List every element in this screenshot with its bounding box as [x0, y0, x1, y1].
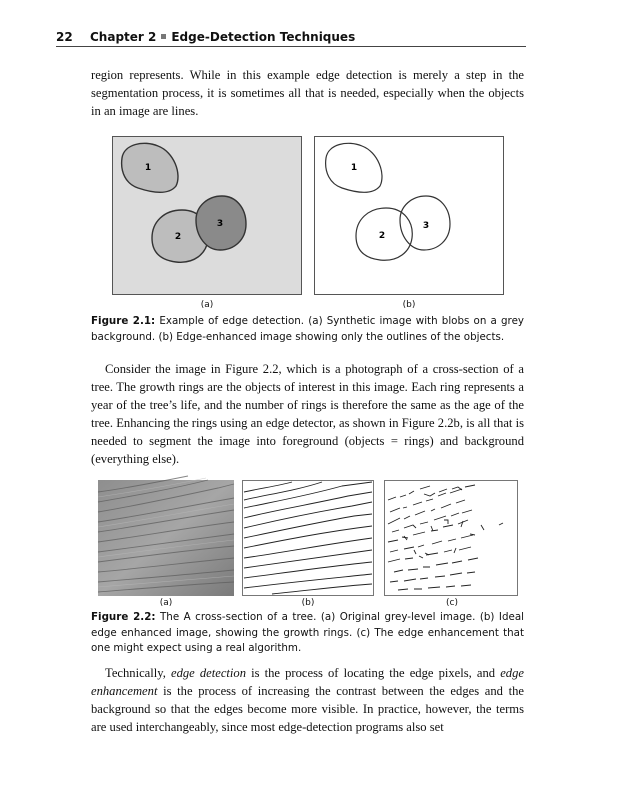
- running-header: [56, 30, 526, 47]
- figure-2-2-a: [98, 480, 234, 596]
- figure-2-2-c-label: (c): [446, 598, 458, 608]
- paragraph-bottom: [91, 664, 524, 736]
- figure-2-1-caption-label: Figure 2.1:: [91, 315, 156, 327]
- figure-2-2-caption-text: The A cross-section of a tree. (a) Original grey-level image. (b) Ideal edge enhanced image, showing the growth rings. (c) The edge enhancement that one might expect using a real algorithm.: [91, 611, 524, 654]
- chapter-label: Chapter 2: [90, 30, 157, 44]
- blob-label-3: 3: [216, 219, 224, 229]
- outline-label-2: 2: [378, 231, 386, 241]
- figure-2-1-caption-text: Example of edge detection. (a) Synthetic image with blobs on a grey background. (b) Edge-enhanced image showing only the outlines of the objects.: [91, 315, 524, 343]
- paragraph-top: region represents. While in this example edge detection is merely a step in the segmentation process, it is sometimes all that is needed, especially when the objects in an image are lines.: [91, 68, 524, 118]
- figure-2-1-b-label: (b): [402, 300, 416, 310]
- chapter-title: Edge-Detection Techniques: [171, 30, 356, 44]
- blob-label-1: 1: [144, 163, 152, 173]
- figure-2-2-caption: [91, 610, 524, 657]
- outline-label-1: 1: [350, 163, 358, 173]
- wood-photo: [98, 480, 234, 596]
- term-edge-enhancement: edge enhancement: [91, 666, 524, 698]
- figure-2-1-a: [112, 136, 302, 296]
- figure-2-2-b-label: (b): [301, 598, 315, 608]
- white-background: [315, 137, 504, 295]
- term-edge-detection: edge detection: [171, 666, 247, 680]
- figure-2-1-a-label: (a): [200, 300, 214, 310]
- figure-2-2-c: [384, 480, 518, 596]
- page-number: 22: [56, 30, 73, 44]
- figure-2-2-caption-label: Figure 2.2:: [91, 611, 156, 623]
- figure-2-2-b: [242, 480, 374, 596]
- outline-label-3: 3: [422, 221, 430, 231]
- figure-2-2-a-label: (a): [159, 598, 173, 608]
- separator-square: [161, 34, 166, 39]
- paragraph-bottom-part-1: Technically,: [105, 666, 171, 680]
- paragraph-bottom-part-3: is the process of increasing the contrast between the edges and the background so that the edges become more visible. In practice, however, the terms are used interchangeably, since most edge-detection programs also set: [91, 684, 524, 734]
- ideal-edge-frame: [243, 481, 374, 596]
- paragraph-middle: Consider the image in Figure 2.2, which is a photograph of a cross-section of a tree. The growth rings are the objects of interest in this image. Each ring represents a year of the tree’s life, and the number of rings is therefore the same as the age of the tree. Enhancing the rings using an edge detector, as shown in Figure 2.2b, is all that is needed to segment the image into foreground (objects = rings) and background (everything else).: [91, 362, 524, 466]
- figure-2-1-b: [314, 136, 504, 296]
- real-edge-frame: [385, 481, 518, 596]
- figure-2-1-caption: [91, 314, 524, 345]
- blob-label-2: 2: [174, 232, 182, 242]
- paragraph-bottom-part-2: is the process of locating the edge pixels, and: [246, 666, 501, 680]
